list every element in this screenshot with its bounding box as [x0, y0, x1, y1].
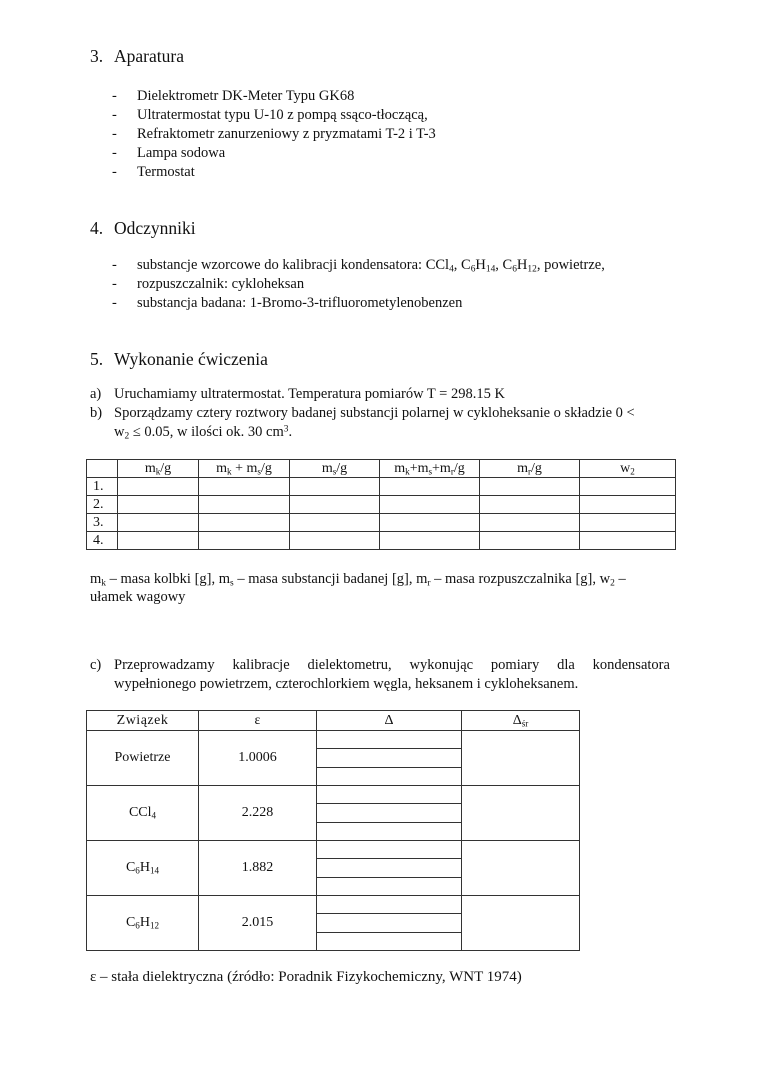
data-cell[interactable]	[118, 532, 199, 550]
column-header: $m_k + m_s/g$	[199, 460, 290, 478]
calibration-table	[86, 710, 580, 951]
section-title: Odczynniki	[114, 218, 196, 238]
table-row	[87, 786, 580, 841]
delta-measurement[interactable]	[317, 914, 461, 932]
row-index: 2.	[87, 496, 118, 514]
delta-measurement[interactable]	[317, 841, 461, 859]
step-text-line-1: Sporządzamy cztery roztwory badanej substancji polarnej w cykloheksanie o składzie 0 <	[114, 405, 635, 421]
delta-average-cell[interactable]	[462, 786, 580, 841]
delta-measurement[interactable]	[317, 731, 461, 749]
data-cell[interactable]	[580, 478, 676, 496]
table-row	[87, 496, 676, 514]
delta-cell	[317, 896, 462, 951]
delta-measurement[interactable]	[317, 823, 461, 840]
list-item-text: Lampa sodowa	[137, 145, 226, 161]
epsilon-cell: 1.0006	[199, 731, 317, 786]
section-number: 5.	[90, 349, 104, 369]
data-cell[interactable]	[290, 532, 380, 550]
step-text-line-2: $w_2 \le 0.05$, w ilości ok. 30 $cm^3$.	[114, 424, 293, 442]
header-delta-average: $\Delta_{śr}$	[462, 711, 580, 731]
legend-line-1: $m_k$ – masa kolbki [g], $m_s$ – masa substancji badanej [g], $m_r$ – masa rozpuszczalnika [g], $w_2$ –	[90, 571, 626, 589]
table-row	[87, 841, 580, 896]
delta-average-cell[interactable]	[462, 896, 580, 951]
list-item-text: rozpuszczalnik: cykloheksan	[137, 276, 305, 292]
data-cell[interactable]	[199, 514, 290, 532]
section-number: 3.	[90, 46, 104, 66]
bullet-dash: -	[112, 107, 117, 123]
epsilon-cell: 2.015	[199, 896, 317, 951]
data-cell[interactable]	[480, 514, 580, 532]
data-cell[interactable]	[580, 496, 676, 514]
delta-measurement[interactable]	[317, 896, 461, 914]
data-cell[interactable]	[199, 532, 290, 550]
solutions-table	[86, 459, 676, 550]
list-item-text: Refraktometr zanurzeniowy z pryzmatami T-2 i T-3	[137, 126, 436, 142]
compound-cell: $C_6H_{12}$	[87, 896, 199, 951]
data-cell[interactable]	[380, 532, 480, 550]
compound-cell: CCl$_4$	[87, 786, 199, 841]
column-header: $m_k+m_s+m_r/g$	[380, 460, 480, 478]
header-epsilon: ε	[199, 711, 317, 731]
delta-measurement[interactable]	[317, 768, 461, 785]
header-delta: Δ	[317, 711, 462, 731]
bullet-dash: -	[112, 295, 117, 311]
list-item-text: substancja badana: 1-Bromo-3-trifluorometylenobenzen	[137, 295, 463, 311]
section-5-heading	[90, 349, 268, 370]
step-label: c)	[90, 657, 102, 673]
header-compound: Związek	[87, 711, 199, 731]
delta-measurement[interactable]	[317, 878, 461, 895]
data-cell[interactable]	[380, 514, 480, 532]
column-header: $m_s/g$	[290, 460, 380, 478]
data-cell[interactable]	[290, 478, 380, 496]
step-label: b)	[90, 405, 103, 421]
step-text: Uruchamiamy ultratermostat. Temperatura pomiarów T = 298.15 K	[114, 386, 505, 402]
table-row	[87, 731, 580, 786]
header-index	[87, 460, 118, 478]
step-text-line-2: wypełnionego powietrzem, czterochlorkiem węgla, heksanem i cykloheksanem.	[114, 676, 579, 692]
bullet-dash: -	[112, 88, 117, 104]
data-cell[interactable]	[118, 478, 199, 496]
list-item-text: Dielektrometr DK-Meter Typu GK68	[137, 88, 355, 104]
data-cell[interactable]	[480, 478, 580, 496]
compound-cell: Powietrze	[87, 731, 199, 786]
data-cell[interactable]	[199, 478, 290, 496]
epsilon-cell: 2.228	[199, 786, 317, 841]
delta-average-cell[interactable]	[462, 731, 580, 786]
data-cell[interactable]	[480, 496, 580, 514]
table1-legend	[90, 571, 670, 606]
delta-measurement[interactable]	[317, 933, 461, 950]
delta-cell	[317, 786, 462, 841]
compound-cell: $C_6H_{14}$	[87, 841, 199, 896]
bullet-dash: -	[112, 276, 117, 292]
section-title: Wykonanie ćwiczenia	[114, 349, 268, 369]
delta-measurement[interactable]	[317, 859, 461, 877]
bullet-dash: -	[112, 126, 117, 142]
step-text-line-1: Przeprowadzamy kalibracje dielektometru, wykonując pomiary dla kondensatora	[114, 657, 670, 673]
delta-measurement[interactable]	[317, 786, 461, 804]
section-title: Aparatura	[114, 46, 184, 66]
row-index: 1.	[87, 478, 118, 496]
list-item-text: Ultratermostat typu U-10 z pompą ssąco-tłoczącą,	[137, 107, 428, 123]
data-cell[interactable]	[290, 514, 380, 532]
data-cell[interactable]	[380, 496, 480, 514]
delta-average-cell[interactable]	[462, 841, 580, 896]
table-row	[87, 896, 580, 951]
epsilon-cell: 1.882	[199, 841, 317, 896]
data-cell[interactable]	[580, 532, 676, 550]
bullet-dash: -	[112, 164, 117, 180]
section-number: 4.	[90, 218, 104, 238]
column-header: $w_2$	[580, 460, 676, 478]
bullet-dash: -	[112, 257, 117, 273]
delta-measurement[interactable]	[317, 749, 461, 767]
row-index: 4.	[87, 532, 118, 550]
table-row	[87, 478, 676, 496]
data-cell[interactable]	[199, 496, 290, 514]
step-label: a)	[90, 386, 102, 402]
row-index: 3.	[87, 514, 118, 532]
section-4-heading	[90, 218, 196, 239]
delta-cell	[317, 841, 462, 896]
delta-measurement[interactable]	[317, 804, 461, 822]
list-item-text: Termostat	[137, 164, 195, 180]
epsilon-footnote: ε – stała dielektryczna (źródło: Poradnik Fizykochemiczny, WNT 1974)	[90, 969, 522, 985]
bullet-dash: -	[112, 145, 117, 161]
data-cell[interactable]	[480, 532, 580, 550]
data-cell[interactable]	[118, 514, 199, 532]
data-cell[interactable]	[290, 496, 380, 514]
data-cell[interactable]	[380, 478, 480, 496]
section-3-heading	[90, 46, 184, 67]
legend-line-2: ułamek wagowy	[90, 589, 186, 605]
data-cell[interactable]	[580, 514, 676, 532]
delta-cell	[317, 731, 462, 786]
data-cell[interactable]	[118, 496, 199, 514]
column-header: $m_k/g$	[118, 460, 199, 478]
column-header: $m_r/g$	[480, 460, 580, 478]
list-item-text: substancje wzorcowe do kalibracji kondensatora: CCl$_4$, $C_6H_{14}$, $C_6H_{12}$, powietrze,	[137, 257, 605, 275]
table-row	[87, 514, 676, 532]
table-row	[87, 532, 676, 550]
